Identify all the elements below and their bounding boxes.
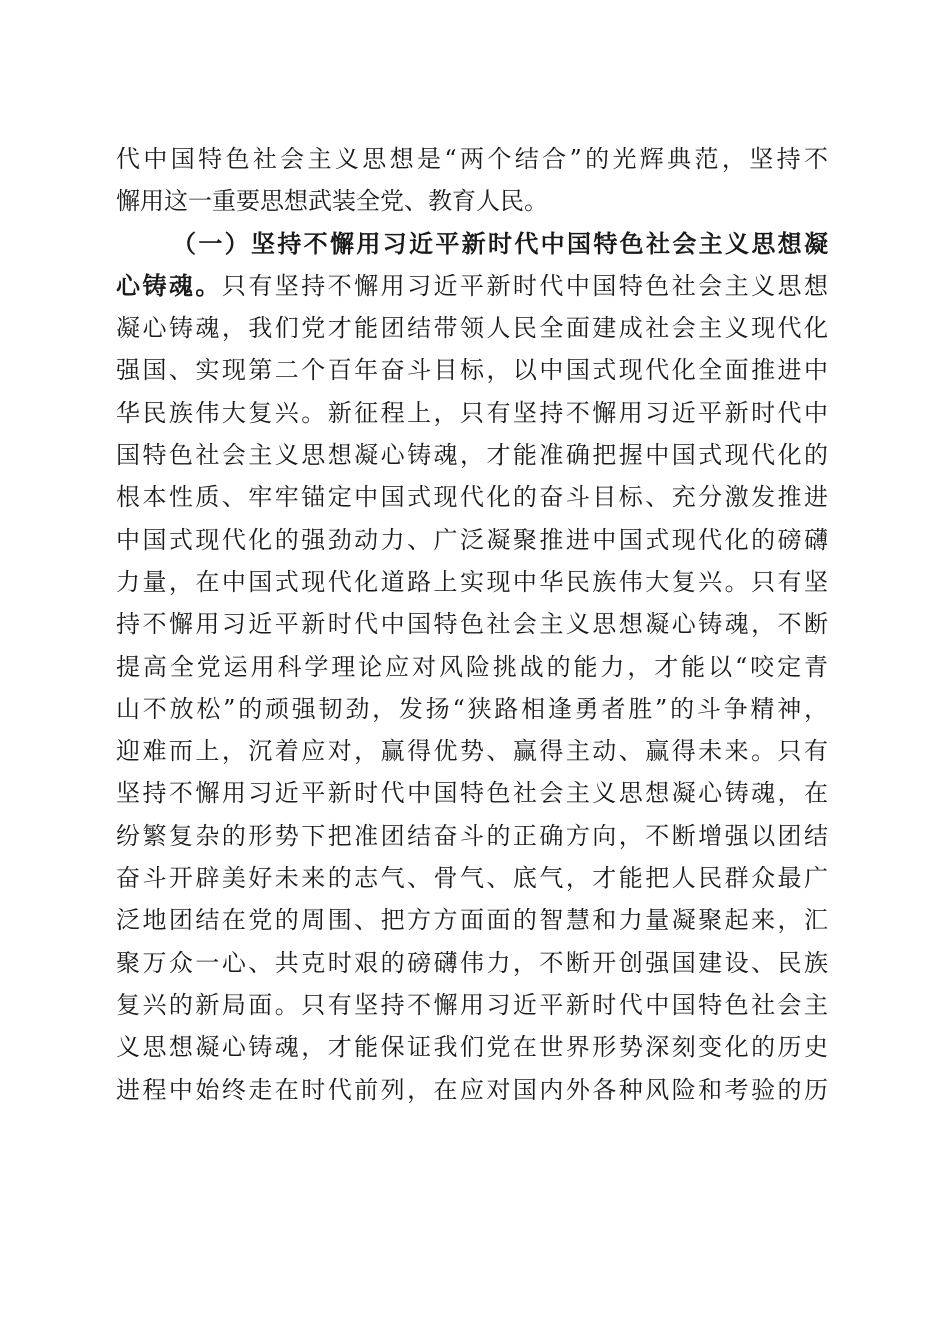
intro-line: 代中国特色社会主义思想是“两个结合”的光辉典范，坚持不 — [116, 145, 828, 173]
paragraph-line: 复兴的新局面。只有坚持不懈用习近平新时代中国特色社会主 — [116, 990, 828, 1019]
section-heading-end: 心铸魂。 — [116, 271, 222, 300]
paragraph-line: 华民族伟大复兴。新征程上，只有坚持不懈用习近平新时代中 — [116, 398, 828, 427]
paragraph-line: 山不放松”的顽强韧劲，发扬“狭路相逢勇者胜”的斗争精神， — [116, 694, 828, 723]
paragraph-line: 强国、实现第二个百年奋斗目标，以中国式现代化全面推进中 — [116, 356, 828, 385]
paragraph-line: 迎难而上，沉着应对，赢得优势、赢得主动、赢得未来。只有 — [116, 737, 828, 766]
paragraph-line: 提高全党运用科学理论应对风险挑战的能力，才能以“咬定青 — [116, 652, 828, 681]
document-body — [116, 138, 828, 1111]
section-heading-continuation — [116, 265, 828, 307]
paragraph-line: 持不懈用习近平新时代中国特色社会主义思想凝心铸魂，不断 — [116, 610, 828, 639]
paragraph-line: 力量，在中国式现代化道路上实现中华民族伟大复兴。只有坚 — [116, 567, 828, 596]
paragraph-line: 泛地团结在党的周围、把方方面面的智慧和力量凝聚起来，汇 — [116, 906, 828, 935]
paragraph-line: 根本性质、牢牢锚定中国式现代化的奋斗目标、充分激发推进 — [116, 483, 828, 512]
paragraph-line: 凝心铸魂，我们党才能团结带领人民全面建成社会主义现代化 — [116, 314, 828, 343]
paragraph-line: 进程中始终走在时代前列，在应对国内外各种风险和考验的历 — [116, 1075, 828, 1104]
paragraph-line: 中国式现代化的强劲动力、广泛凝聚推进中国式现代化的磅礴 — [116, 525, 828, 554]
paragraph-line: 奋斗开辟美好未来的志气、骨气、底气，才能把人民群众最广 — [116, 864, 828, 893]
intro-line: 懈用这一重要思想武装全党、教育人民。 — [116, 187, 548, 216]
paragraph-text: 只有坚持不懈用习近平新时代中国特色社会主义思想 — [221, 271, 829, 300]
paragraph-line: 聚万众一心、共克时艰的磅礴伟力，不断开创强国建设、民族 — [116, 948, 828, 977]
paragraph-line: 国特色社会主义思想凝心铸魂，才能准确把握中国式现代化的 — [116, 441, 828, 470]
paragraph-line: 义思想凝心铸魂，才能保证我们党在世界形势深刻变化的历史 — [116, 1033, 828, 1062]
paragraph-line: 坚持不懈用习近平新时代中国特色社会主义思想凝心铸魂，在 — [116, 779, 828, 808]
paragraph-line: 纷繁复杂的形势下把准团结奋斗的正确方向，不断增强以团结 — [116, 821, 828, 850]
section-heading: （一）坚持不懈用习近平新时代中国特色社会主义思想凝 — [172, 229, 828, 258]
